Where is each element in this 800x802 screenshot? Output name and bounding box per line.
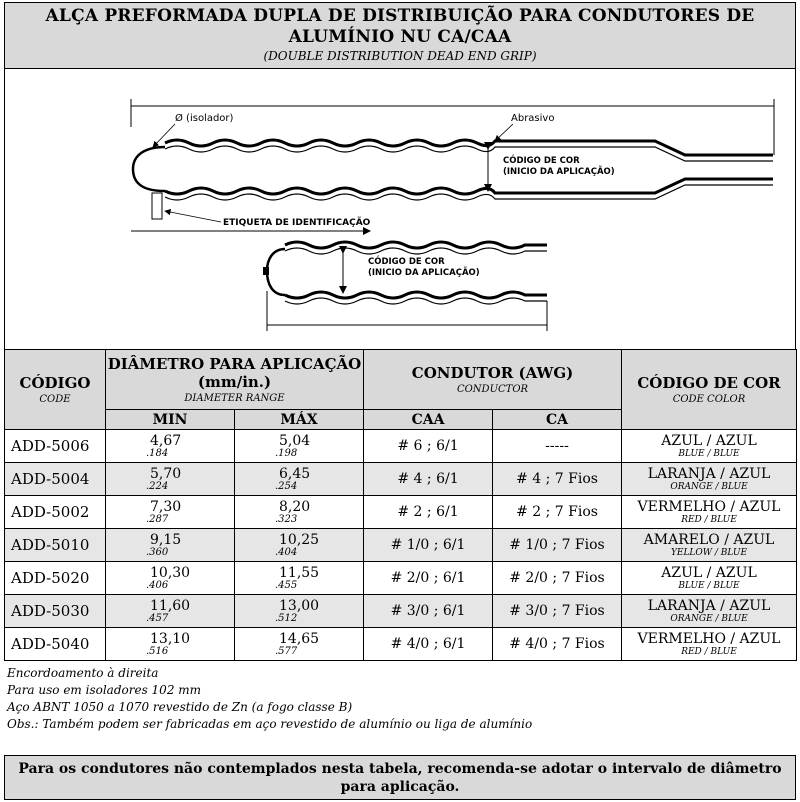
table-row (5, 430, 797, 463)
label-inicio-2: (INICIO DA APLICAÇÃO) (368, 268, 480, 278)
table-row (5, 562, 797, 595)
cell-code: ADD-5040 (5, 628, 106, 661)
cell-code: ADD-5010 (5, 529, 106, 562)
cell-min: 11,60 .457 (106, 595, 235, 628)
cell-cor: VERMELHO / AZUL RED / BLUE (622, 628, 797, 661)
table-row (5, 463, 797, 496)
diagram-panel (4, 68, 796, 350)
cell-ca: # 2 ; 7 Fios (493, 496, 622, 529)
cell-min: 9,15 .360 (106, 529, 235, 562)
cell-ca: ----- (493, 430, 622, 463)
note-line: Para uso em isoladores 102 mm (7, 683, 202, 697)
cell-max: 6,45 .254 (235, 463, 364, 496)
grip-diagram (5, 69, 795, 349)
subheader-ca: CA (493, 410, 622, 430)
table-row (5, 595, 797, 628)
label-codigo-cor-2: CÓDIGO DE COR (368, 257, 445, 267)
cell-ca: # 2/0 ; 7 Fios (493, 562, 622, 595)
notes (7, 665, 532, 733)
cell-min: 4,67 .184 (106, 430, 235, 463)
cell-caa: # 3/0 ; 6/1 (364, 595, 493, 628)
label-etiqueta: ETIQUETA DE IDENTIFICAÇÃO (223, 218, 371, 228)
title-box (4, 2, 796, 69)
cell-ca: # 4 ; 7 Fios (493, 463, 622, 496)
cell-caa: # 4 ; 6/1 (364, 463, 493, 496)
cell-min: 13,10 .516 (106, 628, 235, 661)
cell-cor: AZUL / AZUL BLUE / BLUE (622, 562, 797, 595)
cell-max: 14,65 .577 (235, 628, 364, 661)
subheader-min: MIN (106, 410, 235, 430)
table-row (5, 496, 797, 529)
header-diametro: DIÂMETRO PARA APLICAÇÃO (mm/in.) DIAMETER RANGE (106, 350, 364, 410)
id-tag-shape (152, 193, 162, 219)
cell-ca: # 1/0 ; 7 Fios (493, 529, 622, 562)
label-isolador: Ø (isolador) (175, 113, 234, 124)
label-abrasivo: Abrasivo (511, 113, 555, 124)
cell-caa: # 6 ; 6/1 (364, 430, 493, 463)
cell-max: 8,20 .323 (235, 496, 364, 529)
cell-code: ADD-5004 (5, 463, 106, 496)
cell-min: 10,30 .406 (106, 562, 235, 595)
subheader-caa: CAA (364, 410, 493, 430)
cell-max: 13,00 .512 (235, 595, 364, 628)
cell-code: ADD-5002 (5, 496, 106, 529)
page-title: ALÇA PREFORMADA DUPLA DE DISTRIBUIÇÃO PARA CONDUTORES DE ALUMÍNIO NU CA/CAA (45, 6, 755, 47)
footer-note: Para os condutores não contemplados nesta tabela, recomenda-se adotar o intervalo de diâmetro para aplicação. (4, 755, 796, 800)
cell-cor: LARANJA / AZUL ORANGE / BLUE (622, 595, 797, 628)
header-codigo: CÓDIGO CODE (5, 350, 106, 430)
cell-max: 11,55 .455 (235, 562, 364, 595)
subheader-max: MÁX (235, 410, 364, 430)
cell-max: 10,25 .404 (235, 529, 364, 562)
cell-cor: LARANJA / AZUL ORANGE / BLUE (622, 463, 797, 496)
table-row (5, 628, 797, 661)
spec-table (4, 349, 797, 661)
note-line: Obs.: Também podem ser fabricadas em aço revestido de alumínio ou liga de alumínio (7, 717, 533, 731)
label-codigo-cor-1: CÓDIGO DE COR (503, 156, 580, 166)
label-inicio-1: (INICIO DA APLICAÇÃO) (503, 167, 615, 177)
cell-caa: # 2/0 ; 6/1 (364, 562, 493, 595)
note-line: Encordoamento à direita (7, 666, 159, 680)
cell-caa: # 4/0 ; 6/1 (364, 628, 493, 661)
cell-ca: # 4/0 ; 7 Fios (493, 628, 622, 661)
cell-min: 5,70 .224 (106, 463, 235, 496)
cell-cor: AMARELO / AZUL YELLOW / BLUE (622, 529, 797, 562)
note-line: Aço ABNT 1050 a 1070 revestido de Zn (a fogo classe B) (7, 700, 353, 714)
header-cor: CÓDIGO DE COR CODE COLOR (622, 350, 797, 430)
header-condutor: CONDUTOR (AWG) CONDUCTOR (364, 350, 622, 410)
cell-code: ADD-5030 (5, 595, 106, 628)
cell-cor: VERMELHO / AZUL RED / BLUE (622, 496, 797, 529)
cell-caa: # 2 ; 6/1 (364, 496, 493, 529)
cell-cor: AZUL / AZUL BLUE / BLUE (622, 430, 797, 463)
table-row (5, 529, 797, 562)
cell-code: ADD-5006 (5, 430, 106, 463)
cell-caa: # 1/0 ; 6/1 (364, 529, 493, 562)
page-subtitle: (DOUBLE DISTRIBUTION DEAD END GRIP) (263, 49, 537, 63)
large-grip (133, 140, 773, 219)
cell-code: ADD-5020 (5, 562, 106, 595)
cell-min: 7,30 .287 (106, 496, 235, 529)
cell-ca: # 3/0 ; 7 Fios (493, 595, 622, 628)
cell-max: 5,04 .198 (235, 430, 364, 463)
